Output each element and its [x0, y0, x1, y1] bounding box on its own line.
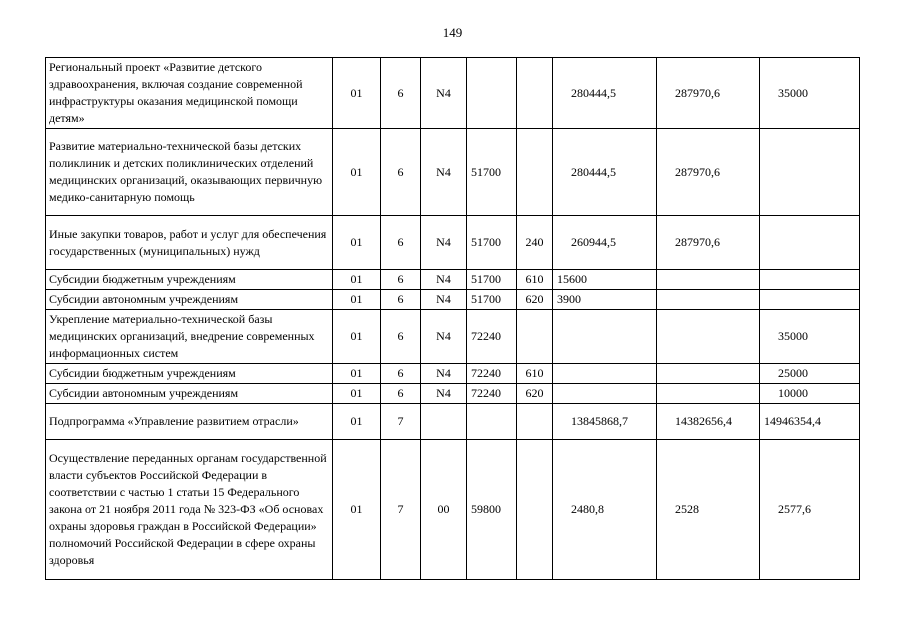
- amount-year-3: [760, 290, 860, 310]
- amount-year-3: [760, 129, 860, 216]
- code-expense-type: 610: [517, 270, 553, 290]
- code-project: N4: [421, 290, 467, 310]
- code-project: N4: [421, 384, 467, 404]
- row-name: Субсидии автономным учреждениям: [46, 384, 333, 404]
- code-subprogram: 7: [381, 440, 421, 580]
- amount-year-3: 14946354,4: [760, 404, 860, 440]
- table-row: [46, 310, 860, 364]
- table-row: [46, 216, 860, 270]
- amount-year-3: 35000: [760, 310, 860, 364]
- code-expense-type: 620: [517, 290, 553, 310]
- code-direction: [467, 58, 517, 129]
- table-row: [46, 404, 860, 440]
- code-direction: 59800: [467, 440, 517, 580]
- code-subprogram: 6: [381, 384, 421, 404]
- code-section: 01: [333, 129, 381, 216]
- code-project: N4: [421, 216, 467, 270]
- code-expense-type: [517, 129, 553, 216]
- code-subprogram: 6: [381, 129, 421, 216]
- row-name: Укрепление материально-технической базы медицинских организаций, внедрение современных информационных систем: [46, 310, 333, 364]
- code-project: N4: [421, 310, 467, 364]
- code-subprogram: 6: [381, 216, 421, 270]
- amount-year-1: [553, 310, 657, 364]
- code-expense-type: 620: [517, 384, 553, 404]
- code-subprogram: 6: [381, 290, 421, 310]
- amount-year-3: 35000: [760, 58, 860, 129]
- amount-year-1: 15600: [553, 270, 657, 290]
- code-subprogram: 7: [381, 404, 421, 440]
- table-row: [46, 58, 860, 129]
- amount-year-3: 2577,6: [760, 440, 860, 580]
- amount-year-2: 287970,6: [657, 58, 760, 129]
- amount-year-2: 2528: [657, 440, 760, 580]
- amount-year-1: [553, 364, 657, 384]
- code-section: 01: [333, 270, 381, 290]
- code-expense-type: 610: [517, 364, 553, 384]
- code-section: 01: [333, 384, 381, 404]
- budget-table-body: [46, 58, 860, 580]
- code-project: N4: [421, 364, 467, 384]
- amount-year-1: 3900: [553, 290, 657, 310]
- amount-year-2: [657, 270, 760, 290]
- amount-year-2: [657, 384, 760, 404]
- code-section: 01: [333, 310, 381, 364]
- row-name: Развитие материально-технической базы детских поликлиник и детских поликлинических отделений медицинских организаций, оказывающих первичную медико-санитарную помощь: [46, 129, 333, 216]
- amount-year-2: 287970,6: [657, 129, 760, 216]
- amount-year-1: 280444,5: [553, 58, 657, 129]
- row-name: Субсидии автономным учреждениям: [46, 290, 333, 310]
- code-direction: 51700: [467, 290, 517, 310]
- amount-year-2: [657, 364, 760, 384]
- code-project: N4: [421, 270, 467, 290]
- table-row: [46, 384, 860, 404]
- code-direction: 51700: [467, 216, 517, 270]
- row-name: Региональный проект «Развитие детского здравоохранения, включая создание современной инфраструктуры оказания медицинской помощи детям»: [46, 58, 333, 129]
- code-subprogram: 6: [381, 270, 421, 290]
- amount-year-1: 260944,5: [553, 216, 657, 270]
- row-name: Субсидии бюджетным учреждениям: [46, 364, 333, 384]
- code-project: N4: [421, 58, 467, 129]
- code-direction: [467, 404, 517, 440]
- code-direction: 72240: [467, 384, 517, 404]
- code-section: 01: [333, 404, 381, 440]
- code-subprogram: 6: [381, 310, 421, 364]
- table-row: [46, 129, 860, 216]
- code-expense-type: [517, 310, 553, 364]
- code-direction: 72240: [467, 364, 517, 384]
- table-row: [46, 364, 860, 384]
- amount-year-3: 10000: [760, 384, 860, 404]
- code-project: N4: [421, 129, 467, 216]
- code-project: [421, 404, 467, 440]
- row-name: Подпрограмма «Управление развитием отрасли»: [46, 404, 333, 440]
- code-project: 00: [421, 440, 467, 580]
- amount-year-2: [657, 290, 760, 310]
- code-expense-type: 240: [517, 216, 553, 270]
- code-direction: 51700: [467, 270, 517, 290]
- amount-year-1: [553, 384, 657, 404]
- code-section: 01: [333, 58, 381, 129]
- row-name: Субсидии бюджетным учреждениям: [46, 270, 333, 290]
- page-number: 149: [442, 25, 463, 40]
- amount-year-3: 25000: [760, 364, 860, 384]
- amount-year-3: [760, 216, 860, 270]
- code-direction: 72240: [467, 310, 517, 364]
- code-expense-type: [517, 58, 553, 129]
- amount-year-1: 2480,8: [553, 440, 657, 580]
- budget-table: [45, 57, 860, 580]
- code-subprogram: 6: [381, 364, 421, 384]
- amount-year-3: [760, 270, 860, 290]
- row-name: Иные закупки товаров, работ и услуг для обеспечения государственных (муниципальных) нужд: [46, 216, 333, 270]
- row-name: Осуществление переданных органам государственной власти субъектов Российской Федерации в соответствии с частью 1 статьи 15 Федерального закона от 21 ноября 2011 года № 323-ФЗ «Об основах охраны здоровья граждан в Российской Федерации» полномочий Российской Федерации в сфере охраны здоровья: [46, 440, 333, 580]
- code-expense-type: [517, 404, 553, 440]
- code-section: 01: [333, 216, 381, 270]
- code-section: 01: [333, 290, 381, 310]
- amount-year-2: 287970,6: [657, 216, 760, 270]
- amount-year-1: 280444,5: [553, 129, 657, 216]
- amount-year-1: 13845868,7: [553, 404, 657, 440]
- code-direction: 51700: [467, 129, 517, 216]
- table-row: [46, 440, 860, 580]
- code-section: 01: [333, 364, 381, 384]
- table-row: [46, 290, 860, 310]
- amount-year-2: [657, 310, 760, 364]
- table-row: [46, 270, 860, 290]
- amount-year-2: 14382656,4: [657, 404, 760, 440]
- code-section: 01: [333, 440, 381, 580]
- code-expense-type: [517, 440, 553, 580]
- code-subprogram: 6: [381, 58, 421, 129]
